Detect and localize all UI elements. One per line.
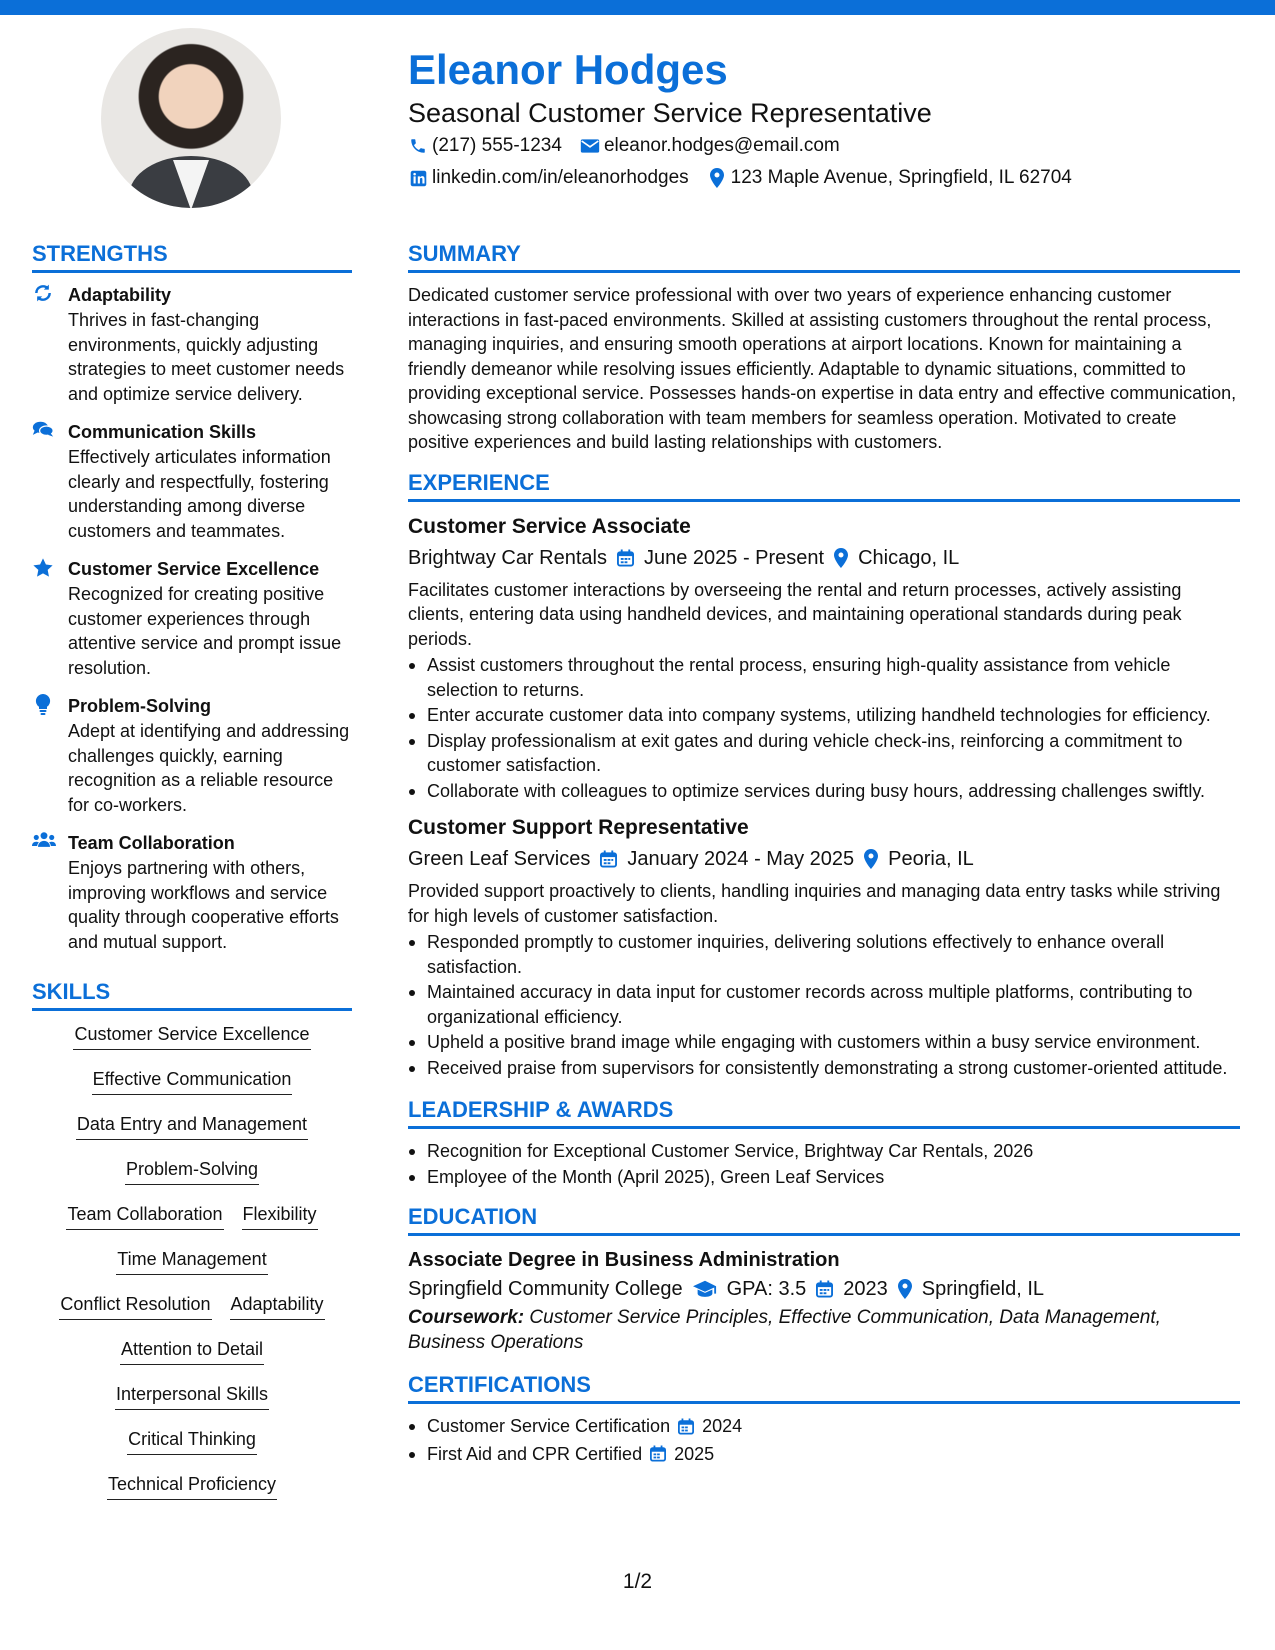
linkedin-link[interactable]: linkedin.com/in/eleanorhodges: [432, 167, 689, 188]
strengths-heading: STRENGTHS: [32, 238, 352, 273]
candidate-role: Seasonal Customer Service Representative: [408, 98, 932, 128]
strength-desc: Effectively articulates information clearly and respectfully, fostering understanding among diverse customers and teammates.: [68, 447, 331, 541]
strength-item: [32, 557, 352, 680]
list-item: Responded promptly to customer inquiries, delivering solutions effectively to enhance overall satisfaction.: [408, 930, 1240, 979]
graduation-cap-icon: [693, 1280, 717, 1298]
job-company: Brightway Car Rentals: [408, 546, 607, 569]
education-meta: [408, 1274, 1240, 1304]
skill-tag: Time Management: [116, 1246, 267, 1275]
strength-desc: Enjoys partnering with others, improving workflows and service quality through cooperative efforts and mutual support.: [68, 858, 339, 952]
sync-icon: [32, 283, 54, 406]
list-item: Employee of the Month (April 2025), Green Leaf Services: [408, 1165, 1240, 1190]
job-bullets: [408, 653, 1240, 803]
contact-row-2: [408, 162, 1238, 194]
location-icon: [834, 548, 848, 568]
skill-tag: Conflict Resolution: [59, 1291, 211, 1320]
skills-list: [32, 1021, 352, 1516]
job-description: Facilitates customer interactions by overseeing the rental and return processes, actively assisting clients, entering data using handheld devices, and maintaining operational standards during peak periods.: [408, 579, 1182, 649]
strength-item: [32, 694, 352, 817]
job-title: Customer Support Representative: [408, 816, 749, 839]
email-link[interactable]: eleanor.hodges@email.com: [603, 135, 840, 156]
school-name: Springfield Community College: [408, 1278, 683, 1300]
location-icon: [898, 1279, 912, 1299]
strength-desc: Recognized for creating positive customer experiences through attentive service and prompt issue resolution.: [68, 584, 342, 678]
skill-tag: Effective Communication: [92, 1066, 293, 1095]
candidate-name: Eleanor Hodges: [408, 46, 728, 93]
list-item: [408, 1442, 1240, 1467]
strength-item: [32, 831, 352, 954]
linkedin-icon: [408, 168, 428, 188]
profile-photo: [101, 28, 281, 208]
calendar-icon: [600, 850, 617, 868]
coursework-text: Customer Service Principles, Effective Communication, Data Management, Business Operations: [408, 1307, 1161, 1353]
job-entry: [408, 813, 1240, 1080]
job-location: Chicago, IL: [858, 546, 960, 569]
strength-title: Problem-Solving: [68, 696, 212, 716]
phone-icon: [408, 136, 428, 156]
strength-desc: Thrives in fast-changing environments, quickly adjusting strategies to meet customer needs and optimize service delivery.: [68, 310, 345, 404]
calendar-icon: [650, 1445, 666, 1462]
cert-year: 2025: [674, 1443, 715, 1464]
cert-name: Customer Service Certification: [427, 1416, 671, 1436]
list-item: Display professionalism at exit gates and during vehicle check-ins, reinforcing a commitment to customer satisfaction.: [408, 729, 1240, 778]
address-text: 123 Maple Avenue, Springfield, IL 62704: [730, 167, 1072, 188]
strength-title: Adaptability: [68, 285, 172, 305]
star-icon: [32, 557, 54, 680]
coursework-label: Coursework:: [408, 1307, 525, 1328]
phone-text: (217) 555-1234: [432, 135, 562, 156]
right-column: [408, 238, 1240, 1467]
list-item: Enter accurate customer data into company systems, utilizing handheld technologies for efficiency.: [408, 703, 1240, 728]
certifications-heading: CERTIFICATIONS: [408, 1369, 1240, 1404]
strength-title: Communication Skills: [68, 422, 257, 442]
awards-list: [408, 1139, 1240, 1189]
email-icon: [580, 136, 600, 156]
skill-tag: Technical Proficiency: [107, 1471, 277, 1500]
calendar-icon: [678, 1418, 694, 1435]
experience-heading: EXPERIENCE: [408, 467, 1240, 502]
list-item: Collaborate with colleagues to optimize services during busy hours, addressing challenges swiftly.: [408, 779, 1240, 804]
skill-tag: Team Collaboration: [66, 1201, 223, 1230]
graduation-year: 2023: [843, 1278, 888, 1300]
strength-item: [32, 420, 352, 543]
skill-tag: Critical Thinking: [127, 1426, 257, 1455]
strength-item: [32, 283, 352, 406]
skill-tag: Problem-Solving: [125, 1156, 259, 1185]
job-bullets: [408, 930, 1240, 1080]
list-item: Received praise from supervisors for consistently demonstrating a strong customer-oriented attitude.: [408, 1056, 1240, 1081]
users-icon: [32, 831, 54, 954]
calendar-icon: [816, 1280, 833, 1298]
awards-heading: LEADERSHIP & AWARDS: [408, 1094, 1240, 1129]
job-meta: [408, 843, 1240, 875]
coursework: [408, 1306, 1240, 1355]
location-icon: [864, 849, 878, 869]
job-company: Green Leaf Services: [408, 848, 591, 870]
location-icon: [707, 168, 727, 188]
strength-title: Team Collaboration: [68, 833, 235, 853]
skills-heading: SKILLS: [32, 976, 352, 1011]
skill-tag: Adaptability: [230, 1291, 325, 1320]
skill-tag: Interpersonal Skills: [115, 1381, 269, 1410]
summary-heading: SUMMARY: [408, 238, 1240, 273]
school-location: Springfield, IL: [921, 1278, 1045, 1300]
strength-title: Customer Service Excellence: [68, 559, 320, 579]
certifications-list: [408, 1414, 1240, 1466]
education-heading: EDUCATION: [408, 1201, 1240, 1236]
list-item: Recognition for Exceptional Customer Service, Brightway Car Rentals, 2026: [408, 1139, 1240, 1164]
cert-year: 2024: [702, 1416, 743, 1436]
job-dates: June 2025 - Present: [643, 546, 825, 569]
list-item: Upheld a positive brand image while engaging with customers within a busy service environment.: [408, 1030, 1240, 1055]
skill-tag: Customer Service Excellence: [73, 1021, 310, 1050]
degree-title: Associate Degree in Business Administration: [408, 1249, 840, 1271]
cert-name: First Aid and CPR Certified: [427, 1443, 643, 1464]
resume-header: [408, 44, 1238, 194]
job-title: Customer Service Associate: [408, 514, 691, 538]
left-column: [32, 238, 352, 1516]
summary-text: Dedicated customer service professional with over two years of experience enhancing customer interactions in fast-paced environments. Skilled at assisting customers throughout the rental process, managing inquiries, and ensuring smooth operations at airport locations. Known for maintaining a friendly demeanor while resolving issues efficiently. Adaptable to dynamic situations, committed to providing exceptional service. Possesses hands-on expertise in data entry and effective communication, showcasing strong collaboration with team members for seamless operation. Motivated to create positive experiences and build lasting relationships with customers.: [408, 285, 1237, 452]
list-item: Assist customers throughout the rental process, ensuring high-quality assistance from vehicle selection to returns.: [408, 653, 1240, 702]
job-meta: [408, 542, 1240, 574]
gpa-text: GPA: 3.5: [726, 1278, 807, 1300]
skill-tag: Flexibility: [242, 1201, 318, 1230]
contact-row-1: [408, 130, 1238, 162]
job-dates: January 2024 - May 2025: [627, 848, 855, 870]
job-description: Provided support proactively to clients, handling inquiries and managing data entry tasks while striving for high levels of customer satisfaction.: [408, 881, 1221, 926]
lightbulb-icon: [32, 694, 54, 817]
skill-tag: Attention to Detail: [120, 1336, 264, 1365]
job-entry: [408, 512, 1240, 804]
comments-icon: [32, 420, 54, 543]
skill-tag: Data Entry and Management: [76, 1111, 308, 1140]
list-item: Maintained accuracy in data input for customer records across multiple platforms, contributing to organizational efficiency.: [408, 980, 1240, 1029]
page-number: 1/2: [622, 1570, 653, 1593]
calendar-icon: [617, 549, 634, 567]
strength-desc: Adept at identifying and addressing challenges quickly, earning recognition as a reliable resource for co-workers.: [68, 721, 350, 815]
top-accent-bar: [0, 0, 1275, 15]
list-item: [408, 1414, 1240, 1439]
job-location: Peoria, IL: [888, 848, 974, 870]
